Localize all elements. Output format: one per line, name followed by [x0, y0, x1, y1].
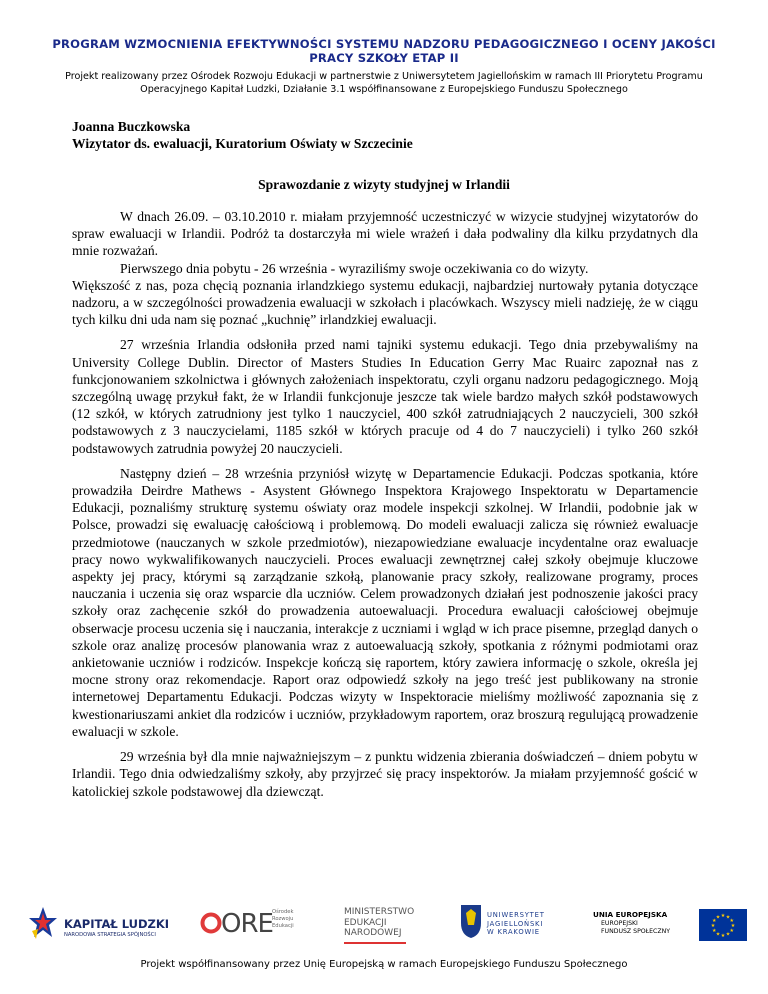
men-logo [344, 895, 434, 949]
paragraph: Następny dzień – 28 września przyniósł wizytę w Departamencie Edukacji. Podczas spotkania, które prowadziła Deirdre Mathews - Asystent Głównego Inspektora Krajowego Inspektoratu w Departamencie Edukacji, poznaliśmy strukturę systemu oświaty oraz modele inspekcji szkolnej. W Irlandii, podobnie jak w Polsce, prowadzi się ewaluację całościową i problemową. Do modeli ewaluacji zalicza się również ewaluacje przedmiotowe (nauczanych w szkole przedmiotów), niezapowiedziane ewaluacje incydentalne oraz ewaluacje pracy nowo wykwalifikowanych nauczycieli. Proces ewaluacji zewnętrznej całej szkoły obejmuje kluczowe aspekty jej pracy, którymi są zarządzanie szkołą, planowanie pracy szkoły, realizowane programy, proces nauczania i uczenia się oraz wsparcie dla uczniów. Celem prowadzonych działań jest podnoszenie jakości pracy szkoły oraz zachęcenie szkół do prowadzenia autoewaluacji. Procedura ewaluacji całościowej obejmuje obserwacje procesu uczenia się i nauczania, interakcje z uczniami i wgląd w ich prace pisemne, przegląd danych o szkole oraz analizę procesów planowania wraz z autoewaluacją szkoły, spotkania z różnymi podmiotami oraz ankietowanie uczniów i rodziców. Inspekcje kończą się raportem, który zawiera informację o szkole, określa jej mocne strony oraz rekomendacje. Raport oraz odpowiedź szkoły na jego treść jest publikowany na stronie internetowej Departamentu Edukacji. Podczas wizyty w Inspektoracie mieliśmy możliwość zapoznania się z kwestionariuszami ankiet dla rodziców i uczniów, przykładowym raportem, oraz broszurą regulującą prowadzenie ewaluacji w szkole. [72, 465, 698, 739]
svg-text:★: ★ [720, 933, 726, 939]
svg-text:★: ★ [715, 931, 721, 938]
kapital-ludzki-tagline: NARODOWA STRATEGIA SPÓJNOŚCI [64, 932, 156, 938]
svg-text:★: ★ [729, 918, 734, 924]
svg-text:★: ★ [725, 931, 731, 938]
svg-text:★: ★ [710, 923, 716, 929]
uj-logo [455, 895, 565, 949]
footer-note: Projekt współfinansowany przez Unię Europejską w ramach Europejskiego Funduszu Społecznego [140, 959, 628, 970]
eu-logo [593, 895, 743, 949]
kapital-ludzki-name: KAPITAŁ LUDZKI [64, 917, 170, 931]
svg-text:★: ★ [720, 913, 726, 919]
paragraph: Większość z nas, poza chęcią poznania irlandzkiego systemu edukacji, najbardziej nurtowały pytania dotyczące nadzoru, a w szczególności prowadzenia ewaluacji w szkołach i placówkach. Wszyscy mieli nadzieję, że w ciągu tych kilku dni uda nam się poznać „kuchnię” irlandzkiej ewaluacji. [72, 277, 698, 328]
logo-bar [0, 895, 768, 955]
report-body [72, 208, 698, 800]
men-name: MINISTERSTWO EDUKACJI NARODOWEJ [344, 907, 415, 938]
author-name: Joanna Buczkowska [72, 119, 191, 134]
uj-name: UNIWERSYTET JAGIELLOŃSKI W KRAKOWIE [487, 911, 545, 936]
svg-text:★: ★ [729, 928, 734, 934]
author-block [72, 118, 413, 152]
ore-mark: ORE [221, 909, 273, 939]
paragraph: 29 września był dla mnie najważniejszym – z punktu widzenia zbierania doświadczeń – dniem pobytu w Irlandii. Tego dnia odwiedzaliśmy szkoły, aby przyjrzeć się pracy inspektorów. Ja miałam przyjemność gościć w katolickiej szkole podstawowej dla dziewcząt. [72, 749, 698, 799]
ore-logo [200, 895, 310, 949]
ore-name: Ośrodek Rozwoju Edukacji [272, 909, 294, 929]
svg-text:★: ★ [725, 914, 731, 921]
svg-text:★: ★ [730, 923, 736, 929]
ore-ring-icon [200, 909, 222, 937]
paragraph: W dnach 26.09. – 03.10.2010 r. miałam przyjemność uczestniczyć w wizycie studyjnej wizytatorów do spraw ewaluacji w Irlandii. Podróż ta dostarczyła mi wiele wrażeń i dała podwaliny dla kilku przydatnych dla mnie rozważań. [72, 209, 698, 259]
program-title: PROGRAM WZMOCNIENIA EFEKTYWNOŚCI SYSTEMU NADZORU PEDAGOGICZNEGO I OCENY JAKOŚCI PRACY SZKOŁY ETAP II [52, 37, 716, 65]
project-subtitle: Projekt realizowany przez Ośrodek Rozwoju Edukacji w partnerstwie z Uniwersytetem Jagiellońskim w ramach III Priorytetu Programu Operacyjnego Kapitał Ludzki, Działanie 3.1 współfinansowane z Europejskiego Funduszu Społecznego [65, 71, 703, 95]
paragraph: 27 września Irlandia odsłoniła przed nami tajniki systemu edukacji. Tego dnia przebywaliśmy na University College Dublin. Director of Masters Studies In Education Gerry Mac Ruairc zapoznał nas z funkcjonowaniem szkolnictwa i głównych założeniach inspektoratu, czyli organu nadzoru pedagogicznego. Moją szczególną uwagę przykuł fakt, że w Irlandii funkcjonuje jeszcze tak wiele bardzo małych szkół podstawowych (12 szkół, w których zatrudniony jest tylko 1 nauczyciel, 400 szkół zatrudniających 2 nauczycieli, 300 szkół podstawowych z 3 nauczycielami, 1185 szkół w których pracuje od 4 do 7 nauczycieli) i tylko 260 szkół podstawowych zatrudnia powyżej 20 nauczycieli. [72, 337, 698, 456]
kapital-ludzki-star-icon [28, 905, 58, 941]
eu-fund-name: EUROPEJSKI FUNDUSZ SPOŁECZNY [601, 920, 671, 935]
svg-text:★: ★ [712, 918, 717, 924]
svg-text:★: ★ [715, 914, 721, 921]
eu-title: UNIA EUROPEJSKA [593, 910, 668, 919]
paragraph: Pierwszego dnia pobytu - 26 września - wyraziliśmy swoje oczekiwania co do wizyty. [120, 260, 589, 276]
men-accent-line [344, 942, 406, 944]
kapital-ludzki-logo [28, 895, 168, 949]
author-role: Wizytator ds. ewaluacji, Kuratorium Oświaty w Szczecinie [72, 136, 413, 151]
eu-flag-icon [699, 909, 747, 941]
report-title: Sprawozdanie z wizyty studyjnej w Irlandii [258, 177, 510, 192]
svg-text:★: ★ [712, 928, 717, 934]
uj-crest-icon [459, 903, 483, 939]
